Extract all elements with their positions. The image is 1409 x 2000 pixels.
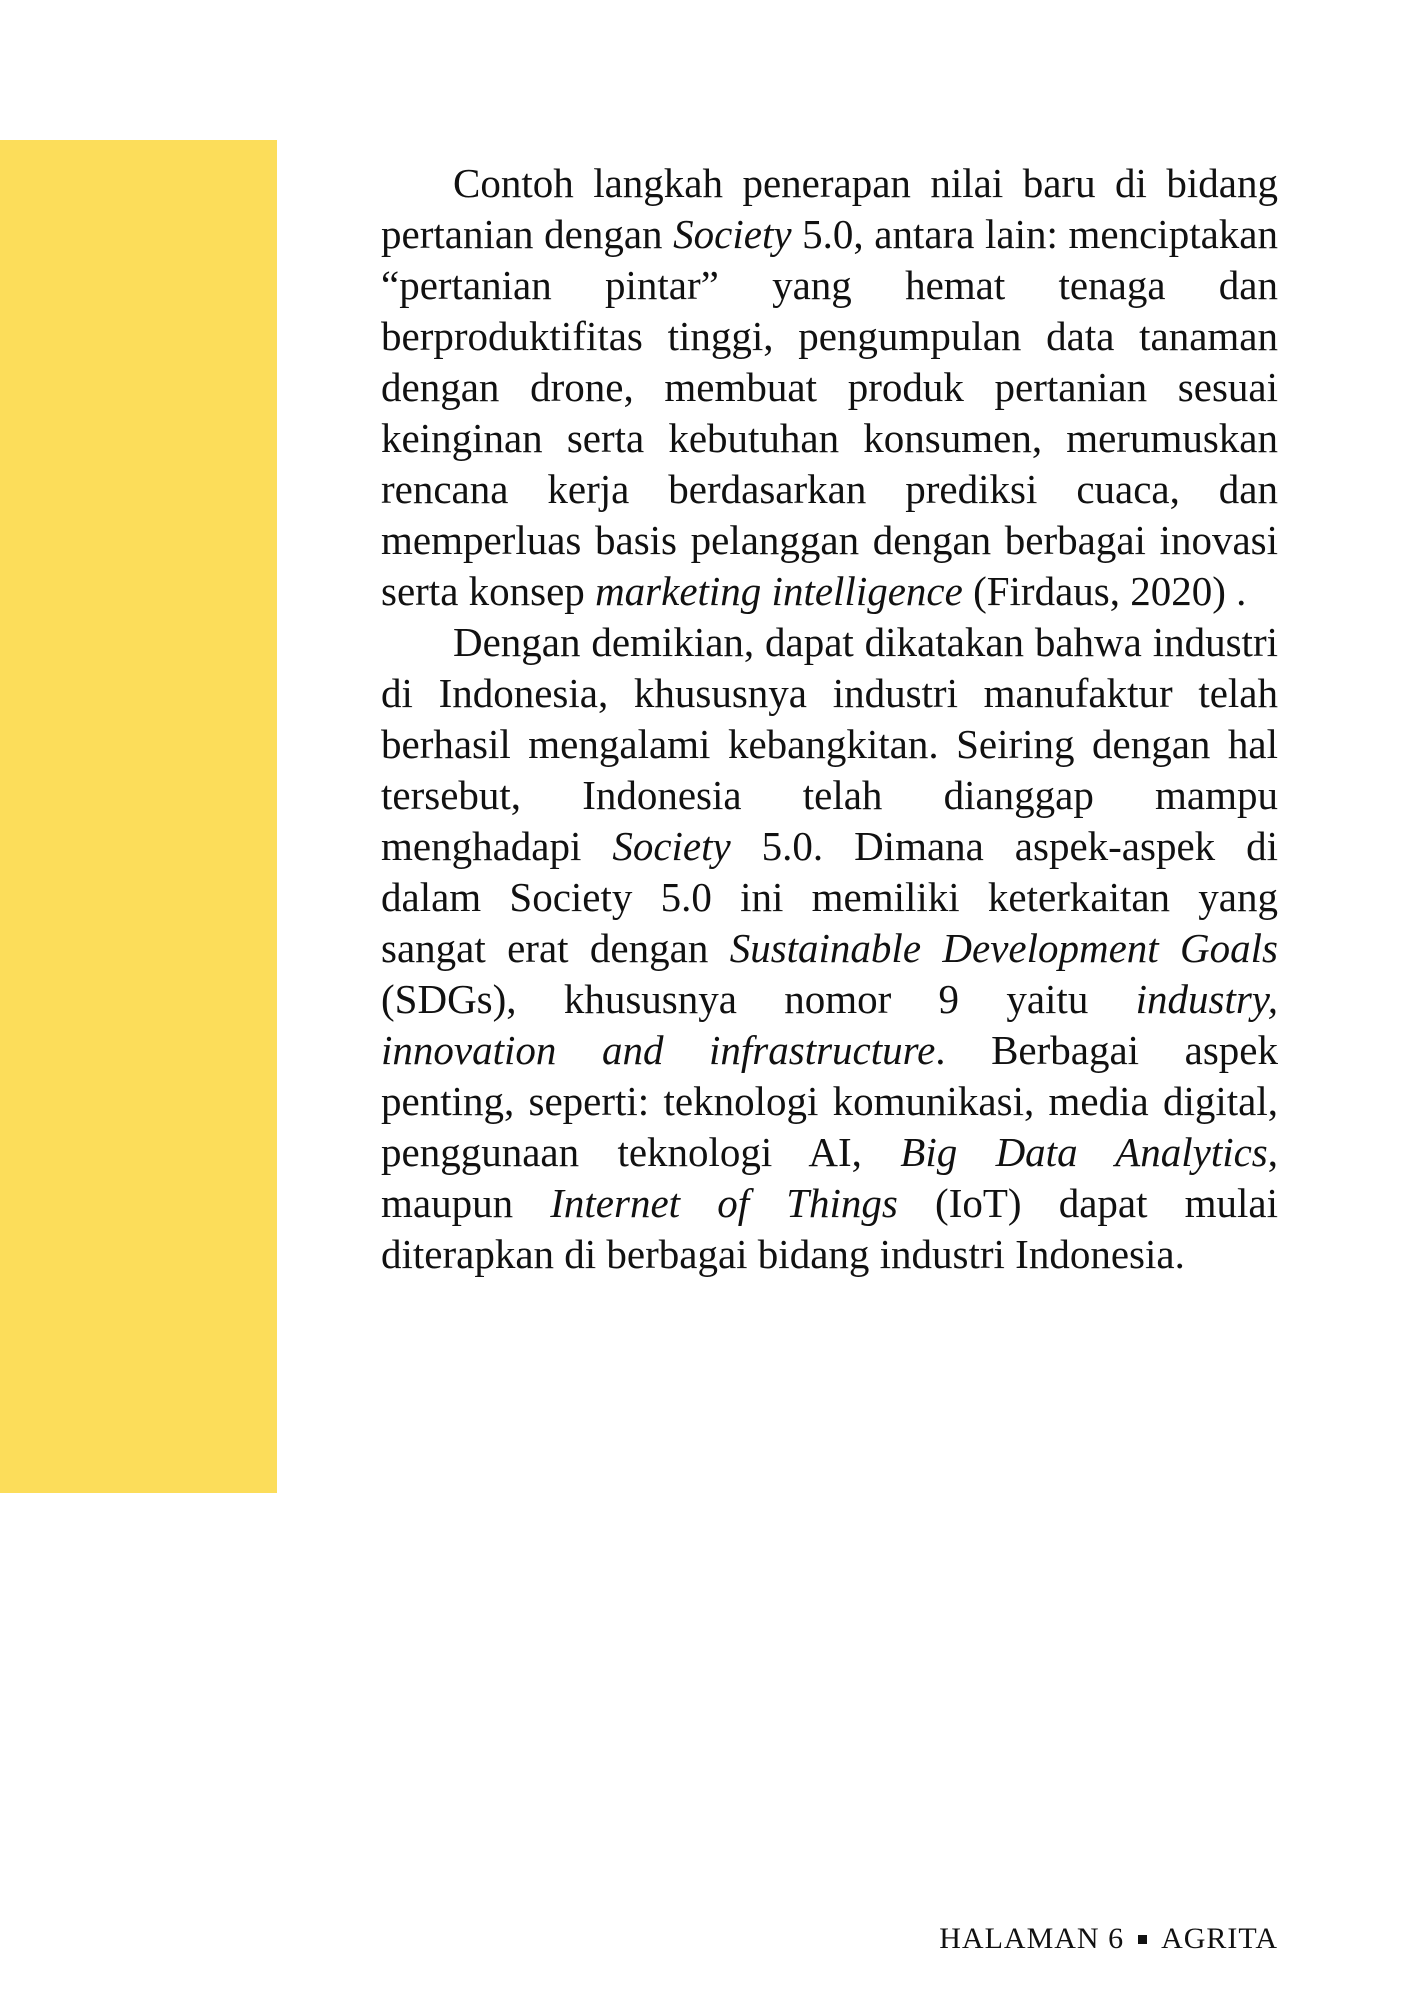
paragraph-2-italic-big-data: Big Data Analytics bbox=[900, 1129, 1268, 1175]
paragraph-2 bbox=[381, 617, 1278, 1280]
paragraph-2-text: (SDGs), khususnya nomor 9 yaitu bbox=[381, 976, 1136, 1022]
publication-name: AGRITA bbox=[1161, 1922, 1278, 1955]
paragraph-1-text: 5.0, antara lain: menciptakan “pertanian pintar” yang hemat tenaga dan berproduktifitas tinggi, pengumpulan data tanaman dengan drone, membuat produk pertanian sesuai keinginan serta kebutuhan konsumen, merumuskan rencana kerja berdasarkan prediksi cuaca, dan memperluas basis pelanggan dengan berbagai inovasi serta konsep bbox=[381, 211, 1278, 614]
paragraph-1-citation: (Firdaus, 2020) . bbox=[962, 568, 1247, 614]
paragraph-1-text: Contoh langkah penerapan nilai baru di bidang pertanian dengan bbox=[381, 160, 1278, 257]
paragraph-2-italic-sdg: Sustainable Development Goals bbox=[729, 925, 1278, 971]
accent-bar bbox=[0, 140, 277, 1493]
paragraph-1 bbox=[381, 158, 1278, 617]
paragraph-1-italic-society: Society bbox=[673, 211, 792, 257]
article-body bbox=[381, 158, 1278, 1280]
paragraph-2-text: Dengan demikian, dapat dikatakan bahwa industri di Indonesia, khususnya industri manufaktur telah berhasil mengalami kebangkitan. Seiring dengan hal tersebut, Indonesia telah dianggap mampu menghadapi bbox=[381, 619, 1278, 869]
paragraph-2-text: (IoT) dapat mulai diterapkan di berbagai bidang industri Indonesia. bbox=[381, 1180, 1279, 1277]
page-number-label: HALAMAN 6 bbox=[939, 1922, 1125, 1955]
paragraph-2-italic-iot: Internet of Things bbox=[550, 1180, 898, 1226]
paragraph-2-italic-society: Society bbox=[612, 823, 731, 869]
paragraph-2-text: . Berbagai aspek penting, seperti: teknologi komunikasi, media digital, penggunaan teknologi AI, bbox=[381, 1027, 1278, 1175]
paragraph-2-text: , maupun bbox=[381, 1129, 1279, 1226]
paragraph-2-italic-industry: industry, innovation and infrastructure bbox=[381, 976, 1278, 1073]
square-separator-icon bbox=[1138, 1935, 1147, 1944]
paragraph-2-text: 5.0. Dimana aspek-aspek di dalam Society 5.0 ini memiliki keterkaitan yang sangat erat dengan bbox=[381, 823, 1278, 971]
paragraph-1-italic-marketing: marketing intelligence bbox=[595, 568, 963, 614]
page-footer bbox=[939, 1922, 1278, 1956]
